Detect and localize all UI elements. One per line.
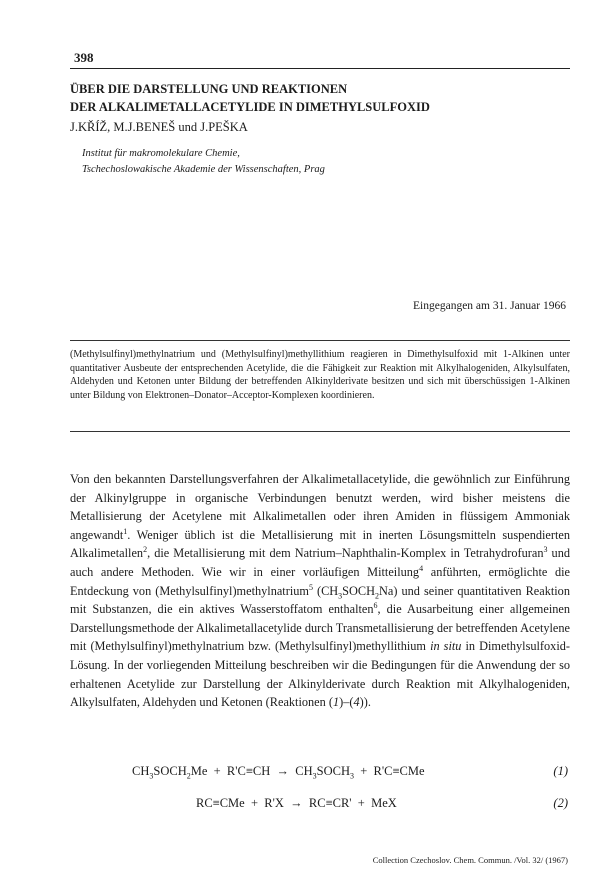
title-line-2: DER ALKALIMETALLACETYLIDE IN DIMETHYLSULFOXID	[70, 100, 430, 114]
affiliation-line-2: Tschechoslowakische Akademie der Wissenschaften, Prag	[82, 164, 325, 175]
abstract-top-rule	[70, 340, 570, 341]
ref-3: 3	[543, 545, 548, 555]
header-rule	[70, 68, 570, 69]
equation-2: RC≡CMe + R'X → RC≡CR' + MeX	[196, 796, 397, 810]
abstract: (Methylsulfinyl)methylnatrium und (Methylsulfinyl)methyllithium reagieren in Dimethylsulfoxid mit 1-Alkinen unter quantitativer Ausbeute der entsprechenden Acetylide, die die Fähigkeit zur Reaktion mit Alkylhalogeniden, Alkylsulfaten, Aldehyden und Ketonen unter Bildung der betreffenden Alkinylderivate besitzen und sich mit überschüssigen 1-Alkinen unter Bildung von Elektronen–Donator–Acceptor-Komplexen koordinieren.	[70, 349, 570, 401]
article-title	[70, 80, 570, 116]
affiliation-line-1: Institut für makromolekulare Chemie,	[82, 148, 240, 159]
affiliation	[82, 146, 325, 178]
ref-5: 5	[308, 582, 313, 592]
equation-1-number: (1)	[553, 764, 568, 778]
received-date: Eingegangen am 31. Januar 1966	[413, 300, 566, 312]
ref-6: 6	[373, 601, 378, 611]
ref-2: 2	[143, 545, 148, 555]
authors: J.KŘÍŽ, M.J.BENEŠ und J.PEŠKA	[70, 120, 248, 134]
page-number: 398	[74, 50, 94, 65]
equation-2-number: (2)	[553, 796, 568, 810]
abstract-bottom-rule	[70, 431, 570, 432]
equation-1: $CH_3SOCH_2Me + R'C\equiv CH$ → $CH_3SOCH_3 + R'C\equiv CMe$	[132, 764, 425, 781]
body-paragraph: Von den bekannten Darstellungsverfahren der Alkalimetallacetylide, die gewöhnlich zur Einführung der Alkinylgruppe in organische Verbindungen benutzt werden, wird bisher meistens die Metallisierung der Acetylene mit Alkalimetallen oder ihren Amiden in flüssigem Ammoniak angewandt$^1$. Weniger üblich ist die Metallisierung mit in inerten Lösungsmitteln suspendierten Alkalimetallen$^2$, die Metallisierung mit dem Natrium–Naphthalin-Komplex in Tetrahydrofuran$^3$ und auch andere Methoden. Wie wir in einer vorläufigen Mitteilung$^4$ anführten, ermöglichte die Entdeckung von (Methylsulfinyl)methylnatrium$^5$ $(CH_3SOCH_2Na)$ und seiner quantitativen Reaktion mit Substanzen, die ein aktives Wasserstoffatom enthalten$^6$, die Ausarbeitung einer allgemeinen Darstellungsmethode der Alkalimetallacetylide durch Transmetallisierung der betreffenden Acetylene mit (Methylsulfinyl)methylnatrium bzw. (Methylsulfinyl)methyllithium in situ in Dimethylsulfoxid-Lösung. In der vorliegenden Mitteilung beschreiben wir die Bedingungen für die Anwendung der so erhaltenen Acetylide zur Darstellung der Alkinylderivate durch Reaktion mit Alkylhalogeniden, Alkylsulfaten, Aldehyden und Ketonen (Reaktionen (1)–(4)).	[70, 472, 570, 710]
journal-footer: Collection Czechoslov. Chem. Commun. /Vol. 32/ (1967)	[372, 855, 568, 865]
ref-1: 1	[123, 526, 128, 536]
title-line-1: ÜBER DIE DARSTELLUNG UND REAKTIONEN	[70, 82, 348, 96]
ref-4: 4	[419, 563, 424, 573]
